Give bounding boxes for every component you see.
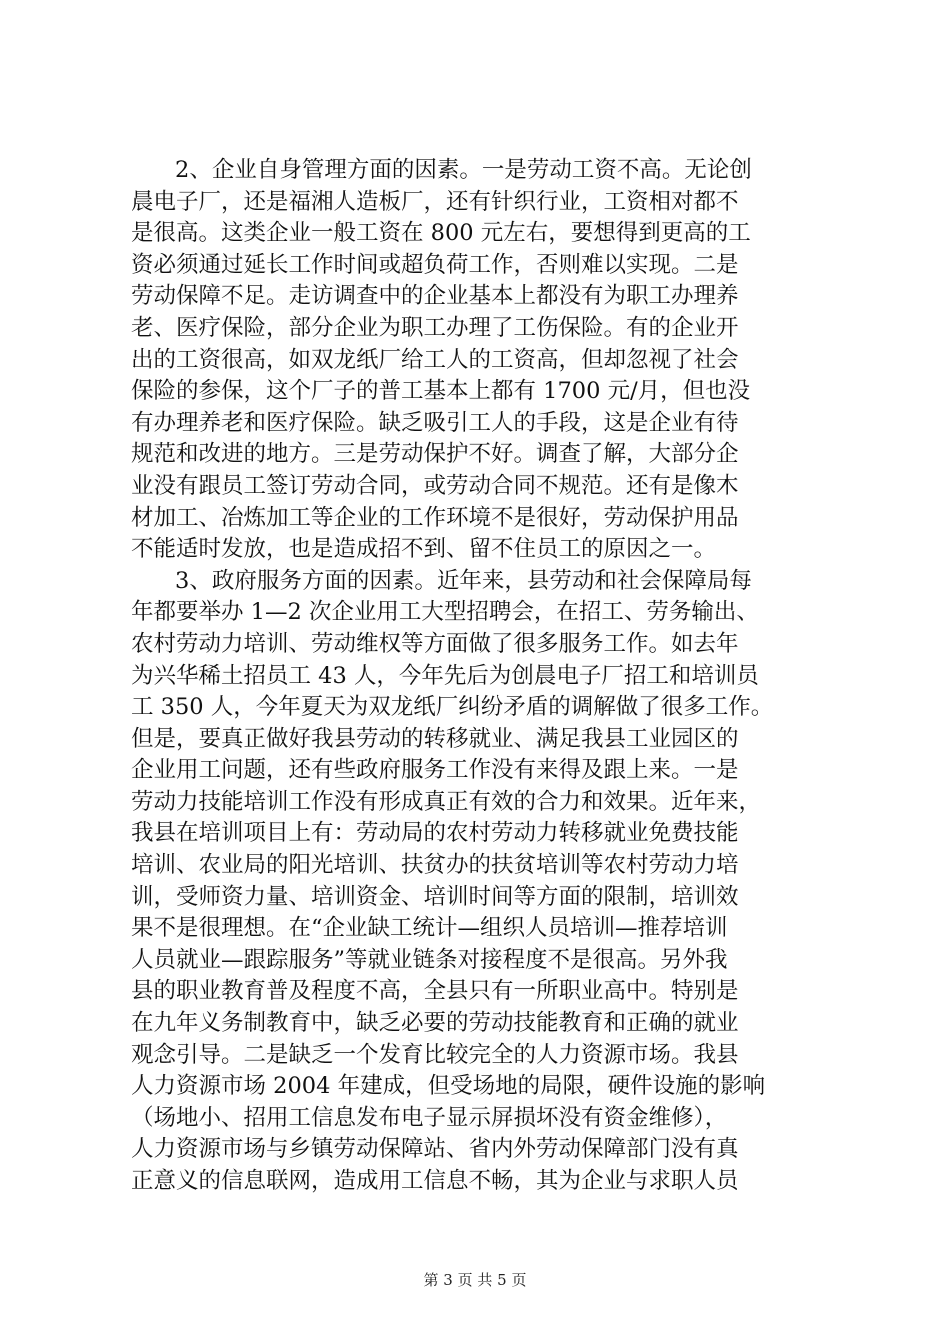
text-line: 人力资源市场与乡镇劳动保障站、省内外劳动保障部门没有真 [131, 1136, 739, 1163]
text-line: 材加工、冶炼加工等企业的工作环境不是很好，劳动保护用品 [131, 504, 739, 531]
text-line: 人员就业—跟踪服务”等就业链条对接程度不是很高。另外我 [131, 946, 728, 973]
paragraph [131, 566, 831, 1198]
text-line: 为兴华稀土招员工 43 人，今年先后为创晨电子厂招工和培训员 [131, 662, 759, 689]
paragraph [131, 155, 831, 566]
text-line: 企业用工问题，还有些政府服务工作没有来得及跟上来。一是 [131, 757, 739, 784]
text-line: 不能适时发放，也是造成招不到、留不住员工的原因之一。 [131, 536, 717, 563]
page-footer: 第 3 页 共 5 页 [423, 1271, 527, 1289]
text-line: 在九年义务制教育中，缺乏必要的劳动技能教育和正确的就业 [131, 1010, 739, 1037]
text-line: 但是，要真正做好我县劳动的转移就业、满足我县工业园区的 [131, 725, 739, 752]
text-line: 是很高。这类企业一般工资在 800 元左右，要想得到更高的工 [131, 220, 751, 247]
text-line: 劳动力技能培训工作没有形成真正有效的合力和效果。近年来， [131, 788, 762, 815]
text-line: 资必须通过延长工作时间或超负荷工作，否则难以实现。二是 [131, 251, 739, 278]
text-line: 3、政府服务方面的因素。近年来，县劳动和社会保障局每 [175, 567, 752, 594]
text-line: 出的工资很高，如双龙纸厂给工人的工资高，但却忽视了社会 [131, 346, 739, 373]
document-body [131, 155, 831, 1198]
text-line: 县的职业教育普及程度不高，全县只有一所职业高中。特别是 [131, 978, 739, 1005]
text-line: 训，受师资力量、培训资金、培训时间等方面的限制，培训效 [131, 883, 739, 910]
text-line: 人力资源市场 2004 年建成，但受场地的局限，硬件设施的影响 [131, 1073, 766, 1100]
text-line: 有办理养老和医疗保险。缺乏吸引工人的手段，这是企业有待 [131, 409, 739, 436]
text-line: 保险的参保，这个厂子的普工基本上都有 1700 元/月，但也没 [131, 378, 751, 405]
text-line: 果不是很理想。在“企业缺工统计—组织人员培训—推荐培训 [131, 915, 728, 942]
text-line: 规范和改进的地方。三是劳动保护不好。调查了解，大部分企 [131, 441, 739, 468]
text-line: 工 350 人，今年夏天为双龙纸厂纠纷矛盾的调解做了很多工作。 [131, 694, 774, 721]
text-line: 培训、农业局的阳光培训、扶贫办的扶贫培训等农村劳动力培 [131, 852, 739, 879]
text-line: 年都要举办 1—2 次企业用工大型招聘会，在招工、劳务输出、 [131, 599, 759, 626]
text-line: 正意义的信息联网，造成用工信息不畅，其为企业与求职人员 [131, 1168, 739, 1194]
text-line: 业没有跟员工签订劳动合同，或劳动合同不规范。还有是像木 [131, 472, 739, 499]
text-line: 晨电子厂，还是福湘人造板厂，还有针织行业，工资相对都不 [131, 188, 739, 215]
text-line: （场地小、招用工信息发布电子显示屏损坏没有资金维修）， [131, 1104, 728, 1131]
text-line: 劳动保障不足。走访调查中的企业基本上都没有为职工办理养 [131, 283, 739, 310]
text-line: 农村劳动力培训、劳动维权等方面做了很多服务工作。如去年 [131, 630, 739, 657]
text-line: 2、企业自身管理方面的因素。一是劳动工资不高。无论创 [175, 157, 752, 183]
text-line: 观念引导。二是缺乏一个发育比较完全的人力资源市场。我县 [131, 1041, 739, 1068]
text-line: 老、医疗保险，部分企业为职工办理了工伤保险。有的企业开 [131, 314, 739, 341]
text-line: 我县在培训项目上有：劳动局的农村劳动力转移就业免费技能 [131, 820, 739, 847]
